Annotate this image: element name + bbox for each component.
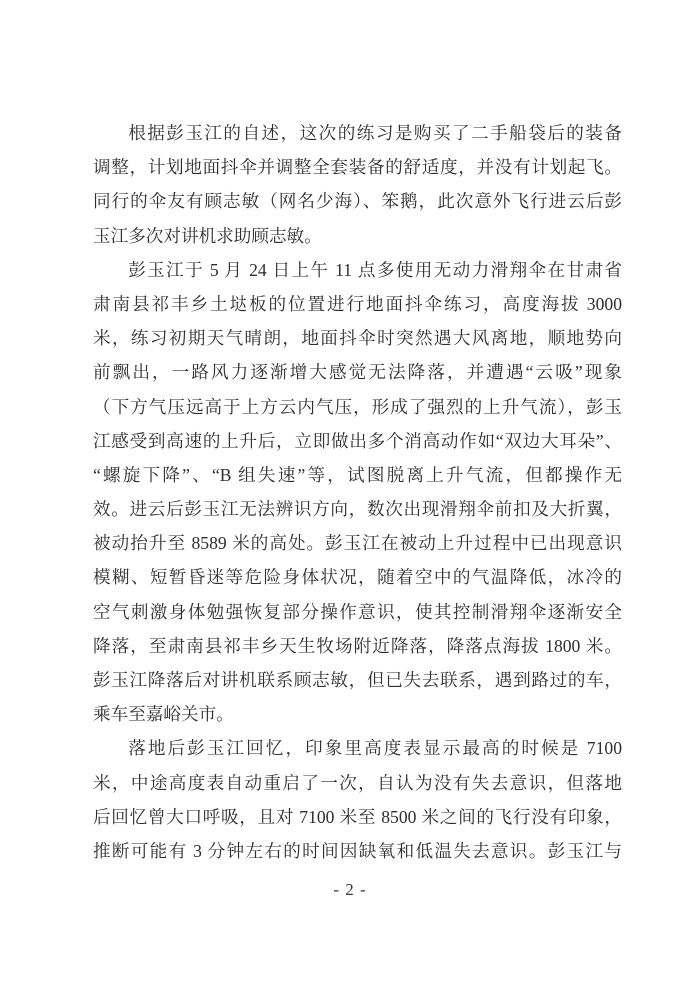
text-line: 前飘出，一路风力逐渐增大感觉无法降落，并遭遇“云吸”现象 [93, 362, 622, 383]
text-line: 肃南县祁丰乡土垯板的位置进行地面抖伞练习，高度海拔 3000 [93, 293, 622, 314]
text-line: 乘车至嘉峪关市。 [93, 704, 234, 725]
text-line: 推断可能有 3 分钟左右的时间因缺氧和低温失去意识。彭玉江与 [93, 840, 622, 861]
text-line: 彭玉江降落后对讲机联系顾志敏，但已失去联系，遇到路过的车， [93, 670, 622, 690]
text-line: 效。进云后彭玉江无法辨识方向，数次出现滑翔伞前扣及大折翼， [93, 499, 622, 520]
text-line: 模糊、短暂昏迷等危险身体状况，随着空中的气温降低，冰冷的 [93, 567, 622, 588]
text-line: 同行的伞友有顾志敏（网名少海）、笨鹅，此次意外飞行进云后彭 [93, 191, 622, 212]
text-line: 米，练习初期天气晴朗，地面抖伞时突然遇大风离地，顺地势向 [93, 328, 622, 349]
text-line: 降落，至肃南县祁丰乡天生牧场附近降落，降落点海拔 1800 米。 [93, 635, 622, 656]
text-line: 调整，计划地面抖伞并调整全套装备的舒适度，并没有计划起飞。 [93, 157, 622, 178]
text-line: 被动抬升至 8589 米的高处。彭玉江在被动上升过程中已出现意识 [93, 533, 622, 554]
paragraph-2 [93, 253, 622, 732]
text-line: 米，中途高度表自动重启了一次，自认为没有失去意识，但落地 [93, 772, 622, 793]
text-line: 玉江多次对讲机求助顾志敏。 [93, 225, 322, 246]
text-line: 彭玉江于 5 月 24 日上午 11 点多使用无动力滑翔伞在甘肃省 [128, 259, 622, 280]
paragraph-3 [93, 731, 622, 868]
paragraph-1 [93, 116, 622, 253]
text-line: 根据彭玉江的自述，这次的练习是购买了二手船袋后的装备 [128, 123, 622, 143]
text-line: 落地后彭玉江回忆，印象里高度表显示最高的时候是 7100 [128, 738, 622, 759]
document-body [93, 116, 622, 868]
text-line: （下方气压远高于上方云内气压，形成了强烈的上升气流），彭玉 [93, 396, 622, 417]
text-line: 空气刺激身体勉强恢复部分操作意识，使其控制滑翔伞逐渐安全 [93, 601, 622, 622]
text-line: 后回忆曾大口呼吸，且对 7100 米至 8500 米之间的飞行没有印象， [93, 806, 622, 827]
page-number: - 2 - [333, 880, 367, 899]
text-line: “螺旋下降”、“B 组失速”等，试图脱离上升气流，但都操作无 [93, 464, 622, 485]
text-line: 江感受到高速的上升后，立即做出多个消高动作如“双边大耳朵”、 [93, 430, 622, 451]
